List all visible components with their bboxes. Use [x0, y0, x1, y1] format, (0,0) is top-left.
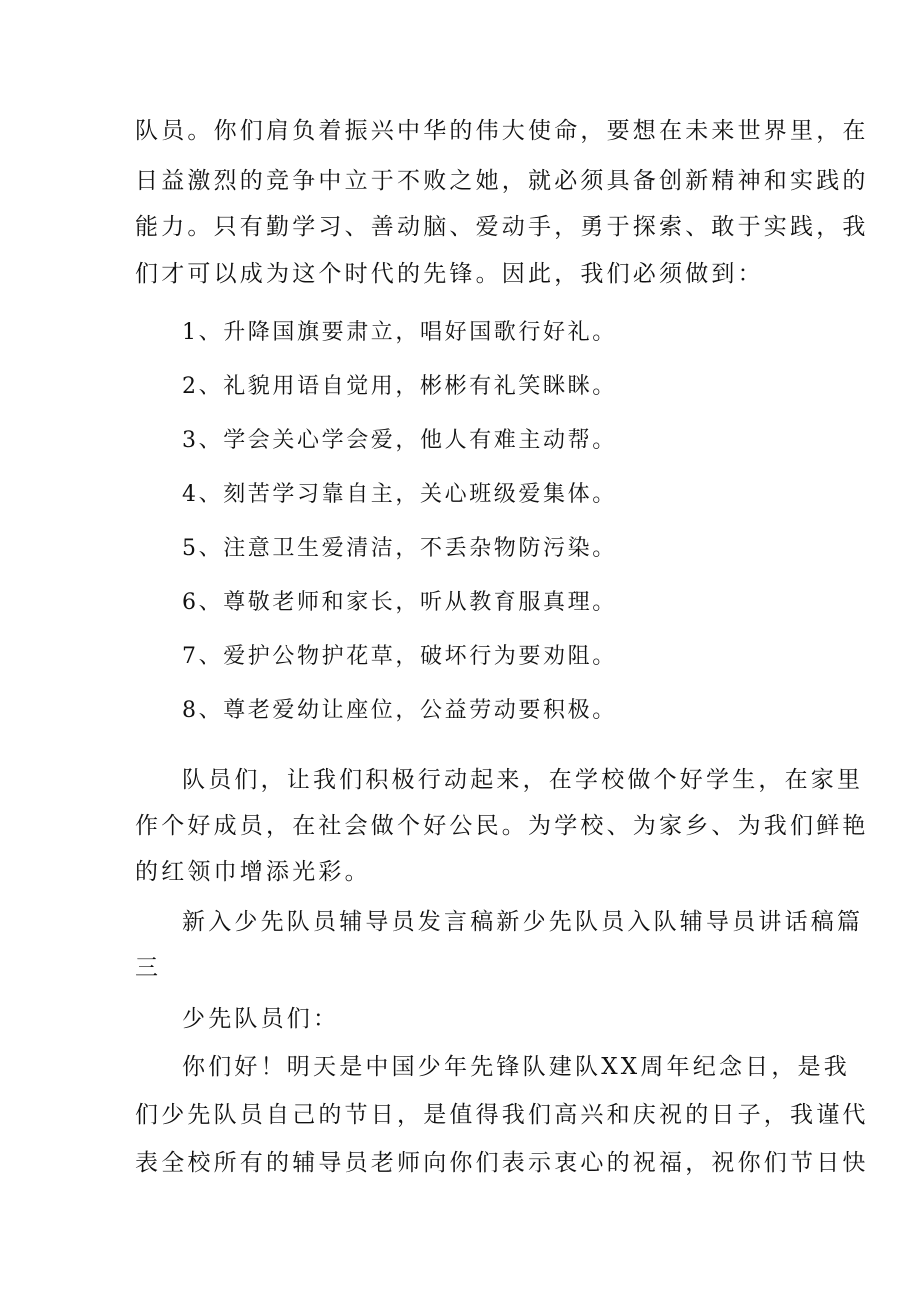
- paragraph-line: 们少先队员自己的节日，是值得我们高兴和庆祝的日子，我谨代: [135, 1102, 869, 1128]
- section-heading: 新入少先队员辅导员发言稿新少先队员入队辅导员讲话稿篇: [182, 909, 864, 935]
- paragraph-line: 队员。你们肩负着振兴中华的伟大使命，要想在未来世界里，在: [135, 118, 869, 144]
- list-item: 4、刻苦学习靠自主，关心班级爱集体。: [182, 482, 617, 507]
- list-item: 1、升降国旗要肃立，唱好国歌行好礼。: [182, 320, 617, 345]
- list-item: 8、尊老爱幼让座位，公益劳动要积极。: [182, 698, 617, 723]
- paragraph-line: 能力。只有勤学习、善动脑、爱动手，勇于探索、敢于实践，我: [135, 214, 869, 240]
- paragraph-line: 作个好成员，在社会做个好公民。为学校、为家乡、为我们鲜艳: [135, 813, 869, 839]
- paragraph-line: 们才可以成为这个时代的先锋。因此，我们必须做到：: [135, 261, 764, 287]
- list-item: 6、尊敬老师和家长，听从教育服真理。: [182, 590, 617, 615]
- list-item: 5、注意卫生爱清洁，不丢杂物防污染。: [182, 536, 617, 561]
- list-item: 3、学会关心学会爱，他人有难主动帮。: [182, 428, 617, 453]
- paragraph-line: 日益激烈的竞争中立于不败之她，就必须具备创新精神和实践的: [135, 168, 869, 194]
- paragraph-line: 表全校所有的辅导员老师向你们表示衷心的祝福，祝你们节日快: [135, 1150, 869, 1176]
- paragraph-line: 队员们，让我们积极行动起来，在学校做个好学生，在家里: [182, 767, 864, 793]
- salutation: 少先队员们：: [182, 1006, 340, 1032]
- list-item: 7、爱护公物护花草，破坏行为要劝阻。: [182, 644, 617, 669]
- paragraph-line: 你们好！明天是中国少年先锋队建队XX周年纪念日，是我: [182, 1054, 850, 1080]
- section-heading: 三: [135, 955, 162, 981]
- paragraph-line: 的红领巾增添光彩。: [135, 859, 371, 885]
- list-item: 2、礼貌用语自觉用，彬彬有礼笑眯眯。: [182, 374, 617, 399]
